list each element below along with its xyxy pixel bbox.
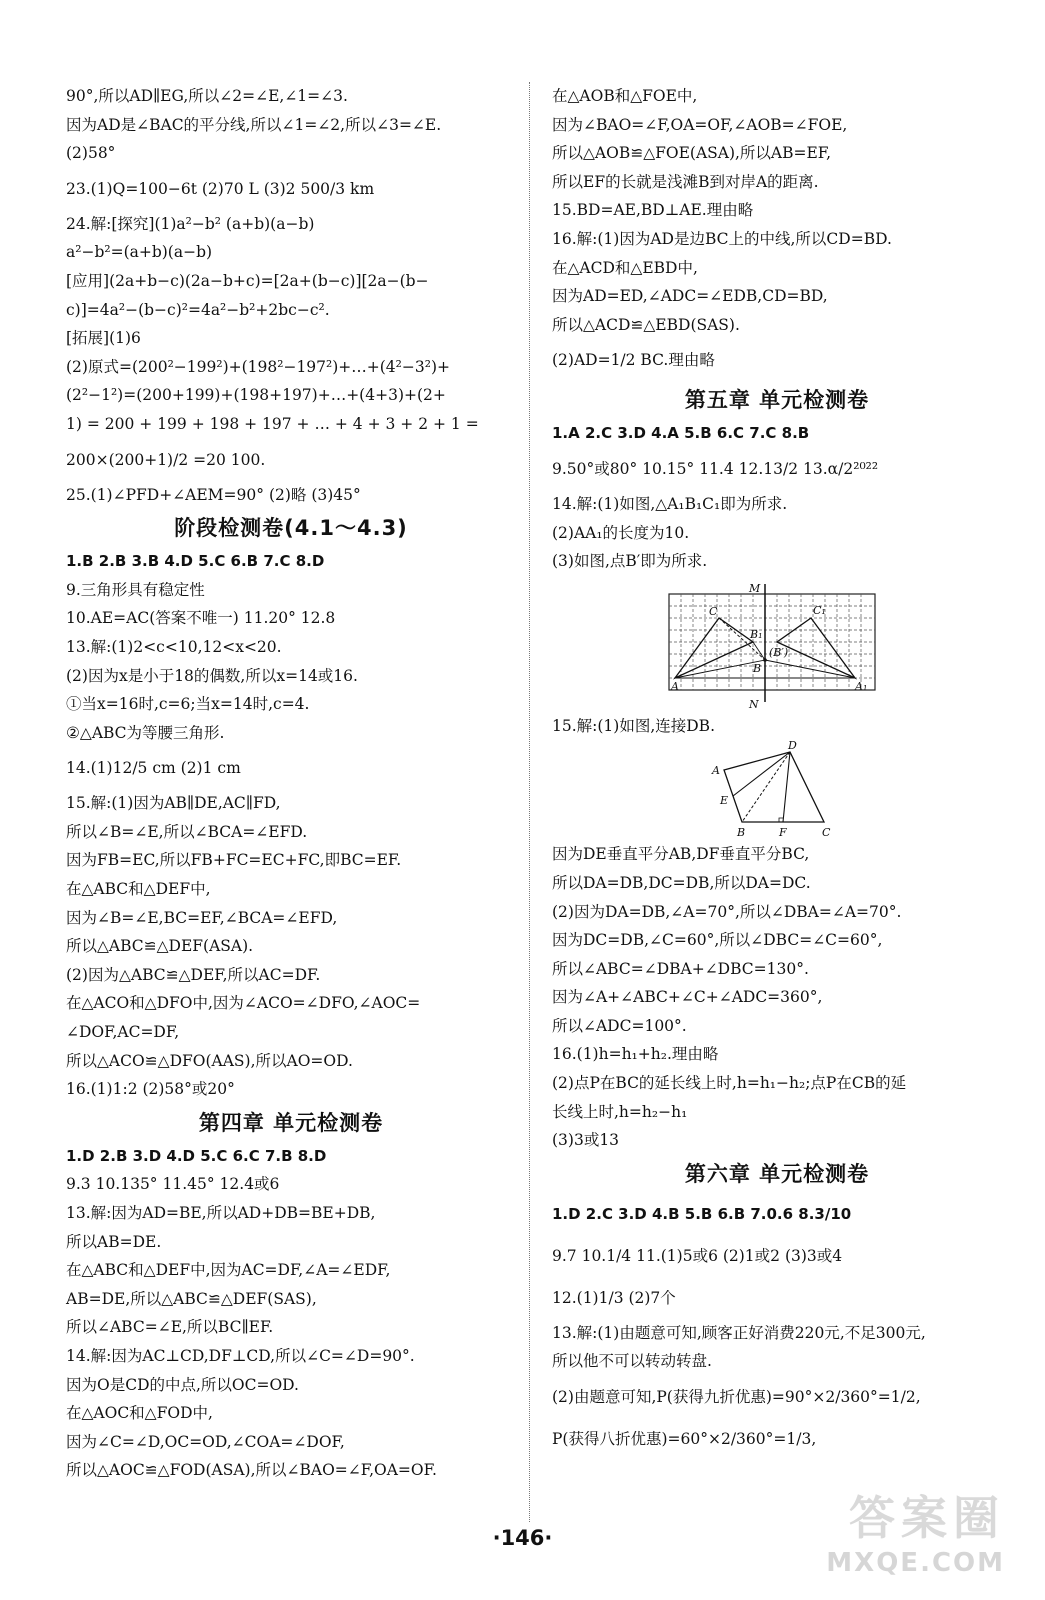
text-line: 14.解:(1)如图,△A₁B₁C₁即为所求.	[552, 494, 788, 513]
text-line: 在△ABC和△DEF中,因为AC=DF,∠A=∠EDF,	[66, 1261, 391, 1280]
text-line: 在△ACO和△DFO中,因为∠ACO=∠DFO,∠AOC=	[66, 994, 421, 1013]
text-line: P(获得八折优惠)=60°×2/360°=1/3,	[552, 1430, 817, 1449]
text-line: 1) = 200 + 199 + 198 + 197 + … + 4 + 3 + 2 + 1 =	[66, 414, 479, 433]
text-line: (2)AD=1/2 BC.理由略	[552, 351, 715, 370]
watermark-logo-text: 答案圈	[849, 1491, 1005, 1545]
text-line: 所以△AOC≌△FOD(ASA),所以∠BAO=∠F,OA=OF.	[66, 1461, 437, 1480]
text-line: (3)3或13	[552, 1131, 620, 1150]
text-line: 所以EF的长就是浅滩B到对岸A的距离.	[552, 172, 819, 191]
text-line: 9.三角形具有稳定性	[66, 580, 205, 599]
label-Bprime: (B′)	[769, 645, 789, 659]
text-line: 所以△ACD≌△EBD(SAS).	[552, 315, 740, 334]
text-line: 因为∠B=∠E,BC=EF,∠BCA=∠EFD,	[66, 908, 338, 927]
section-title: 第五章 单元检测卷	[684, 388, 870, 413]
text-line: (2)58°	[66, 144, 116, 163]
text-line: [应用](2a+b−c)(2a−b+c)=[2a+(b−c)][2a−(b−	[66, 271, 429, 290]
label-F: F	[779, 826, 787, 840]
text-line: 在△AOB和△FOE中,	[552, 87, 698, 105]
text-line: 所以他不可以转动转盘.	[552, 1352, 712, 1371]
text-line: 16.解:(1)因为AD是边BC上的中线,所以CD=BD.	[552, 229, 892, 248]
left-column	[66, 82, 516, 1485]
text-line: 24.解:[探究](1)a²−b² (a+b)(a−b)	[66, 214, 315, 233]
text-line: [拓展](1)6	[66, 329, 141, 348]
quadrilateral-figure	[552, 740, 992, 840]
grid-figure	[552, 576, 992, 712]
text-line: AB=DE,所以△ABC≌△DEF(SAS),	[66, 1289, 317, 1308]
text-line: 因为O是CD的中点,所以OC=OD.	[66, 1375, 299, 1394]
text-line: 因为DC=DB,∠C=60°,所以∠DBC=∠C=60°,	[552, 931, 883, 950]
text-line: 所以DA=DB,DC=DB,所以DA=DC.	[552, 873, 811, 892]
text-line: (2)原式=(200²−199²)+(198²−197²)+…+(4²−3²)+	[66, 357, 450, 376]
text-line: 9.50°或80° 10.15° 11.4 12.13/2 13.α/2²⁰²²	[552, 459, 879, 478]
label-C: C	[709, 604, 718, 618]
section-title: 第四章 单元检测卷	[198, 1110, 384, 1135]
right-column	[552, 82, 1002, 1460]
text-line: 14.解:因为AC⊥CD,DF⊥CD,所以∠C=∠D=90°.	[66, 1346, 415, 1365]
column-divider	[529, 82, 530, 1522]
text-line: (2)点P在BC的延长线上时,h=h₁−h₂;点P在CB的延	[552, 1074, 907, 1093]
page-number: ·146·	[492, 1526, 553, 1550]
text-line: 所以AB=DE.	[66, 1232, 162, 1251]
text-line: 12.(1)1/3 (2)7个	[552, 1288, 676, 1307]
right-block-c	[552, 840, 1002, 1460]
text-line: 所以△ACO≌△DFO(AAS),所以AO=OD.	[66, 1051, 353, 1070]
label-B: B	[753, 661, 762, 675]
text-line: (2)因为DA=DB,∠A=70°,所以∠DBA=∠A=70°.	[552, 902, 902, 921]
text-line: 因为∠C=∠D,OC=OD,∠COA=∠DOF,	[66, 1432, 345, 1451]
text-line: a²−b²=(a+b)(a−b)	[66, 243, 213, 262]
label-C: C	[822, 826, 831, 840]
text-line: 23.(1)Q=100−6t (2)70 L (3)2 500/3 km	[66, 179, 375, 198]
text-line: 16.(1)1:2 (2)58°或20°	[66, 1080, 235, 1099]
text-line: 15.BD=AE,BD⊥AE.理由略	[552, 201, 754, 220]
text-line: 所以∠ADC=100°.	[552, 1016, 687, 1035]
right-block-b	[552, 712, 1002, 741]
text-line: 因为∠A+∠ABC+∠C+∠ADC=360°,	[552, 988, 823, 1007]
text-line: 所以△ABC≌△DEF(ASA).	[66, 937, 254, 956]
text-line: 因为FB=EC,所以FB+FC=EC+FC,即BC=EF.	[66, 851, 402, 870]
text-line: 90°,所以AD∥EG,所以∠2=∠E,∠1=∠3.	[66, 87, 348, 105]
text-line: 所以∠ABC=∠E,所以BC∥EF.	[66, 1318, 274, 1337]
text-line: 1.D 2.B 3.D 4.D 5.C 6.C 7.B 8.D	[66, 1146, 327, 1165]
text-line: 16.(1)h=h₁+h₂.理由略	[552, 1045, 719, 1064]
text-line: 长线上时,h=h₂−h₁	[552, 1102, 688, 1121]
text-line: 1.A 2.C 3.D 4.A 5.B 6.C 7.C 8.B	[552, 424, 810, 443]
text-line: 在△ABC和△DEF中,	[66, 880, 211, 899]
text-line: 13.解:因为AD=BE,所以AD+DB=BE+DB,	[66, 1204, 376, 1222]
text-line: (2)AA₁的长度为10.	[552, 523, 690, 542]
text-line: 因为∠BAO=∠F,OA=OF,∠AOB=∠FOE,	[552, 115, 848, 134]
label-C1: C₁	[813, 603, 826, 617]
text-line: 13.解:(1)2<c<10,12<x<20.	[66, 637, 282, 656]
label-D: D	[788, 740, 797, 753]
label-B1: B₁	[750, 627, 763, 641]
label-A: A	[712, 764, 720, 778]
text-line: (2²−1²)=(200+199)+(198+197)+…+(4+3)+(2+	[66, 386, 446, 405]
text-line: 15.解:(1)如图,连接DB.	[552, 716, 716, 735]
text-line: 13.解:(1)由题意可知,顾客正好消费220元,不足300元,	[552, 1323, 926, 1342]
watermark-url: MXQE.COM	[826, 1548, 1005, 1578]
text-line: (2)因为△ABC≌△DEF,所以AC=DF.	[66, 965, 321, 984]
label-M: M	[749, 581, 761, 595]
text-line: 在△AOC和△FOD中,	[66, 1404, 213, 1423]
section-title: 第六章 单元检测卷	[684, 1161, 870, 1186]
text-line: 因为AD=ED,∠ADC=∠EDB,CD=BD,	[552, 287, 828, 306]
label-B: B	[737, 826, 746, 840]
section-title: 阶段检测卷(4.1～4.3)	[174, 516, 408, 541]
text-line: 因为AD是∠BAC的平分线,所以∠1=∠2,所以∠3=∠E.	[66, 115, 442, 134]
text-line: 15.解:(1)因为AB∥DE,AC∥FD,	[66, 794, 281, 813]
text-line: 25.(1)∠PFD+∠AEM=90° (2)略 (3)45°	[66, 485, 361, 504]
text-line: c)]=4a²−(b−c)²=4a²−b²+2bc−c².	[66, 300, 330, 319]
text-line: 所以∠ABC=∠DBA+∠DBC=130°.	[552, 959, 809, 978]
text-line: 所以∠B=∠E,所以∠BCA=∠EFD.	[66, 822, 308, 841]
text-line: (3)如图,点B′即为所求.	[552, 552, 708, 571]
text-line: (2)由题意可知,P(获得九折优惠)=90°×2/360°=1/2,	[552, 1388, 921, 1407]
label-A: A	[671, 679, 679, 693]
right-block-a	[552, 82, 1002, 576]
text-line: 9.7 10.1/4 11.(1)5或6 (2)1或2 (3)3或4	[552, 1246, 843, 1265]
text-line: (2)因为x是小于18的偶数,所以x=14或16.	[66, 666, 358, 685]
label-A1: A₁	[855, 679, 868, 693]
text-line: ②△ABC为等腰三角形.	[66, 723, 225, 742]
text-line: 10.AE=AC(答案不唯一) 11.20° 12.8	[66, 609, 336, 628]
text-line: 在△ACD和△EBD中,	[552, 258, 698, 277]
text-line: 1.B 2.B 3.B 4.D 5.C 6.B 7.C 8.D	[66, 552, 325, 571]
text-line: 因为DE垂直平分AB,DF垂直平分BC,	[552, 845, 810, 864]
text-line: ∠DOF,AC=DF,	[66, 1023, 180, 1042]
label-N: N	[749, 697, 759, 711]
text-line: 9.3 10.135° 11.45° 12.4或6	[66, 1175, 280, 1194]
text-line: 14.(1)12/5 cm (2)1 cm	[66, 759, 241, 778]
text-line: ①当x=16时,c=6;当x=14时,c=4.	[66, 695, 310, 714]
text-line: 所以△AOB≌△FOE(ASA),所以AB=EF,	[552, 144, 832, 163]
watermark	[826, 1482, 1005, 1578]
text-line: 1.D 2.C 3.D 4.B 5.B 6.B 7.0.6 8.3/10	[552, 1204, 852, 1223]
label-E: E	[720, 794, 729, 808]
text-line: 200×(200+1)/2 =20 100.	[66, 450, 266, 469]
